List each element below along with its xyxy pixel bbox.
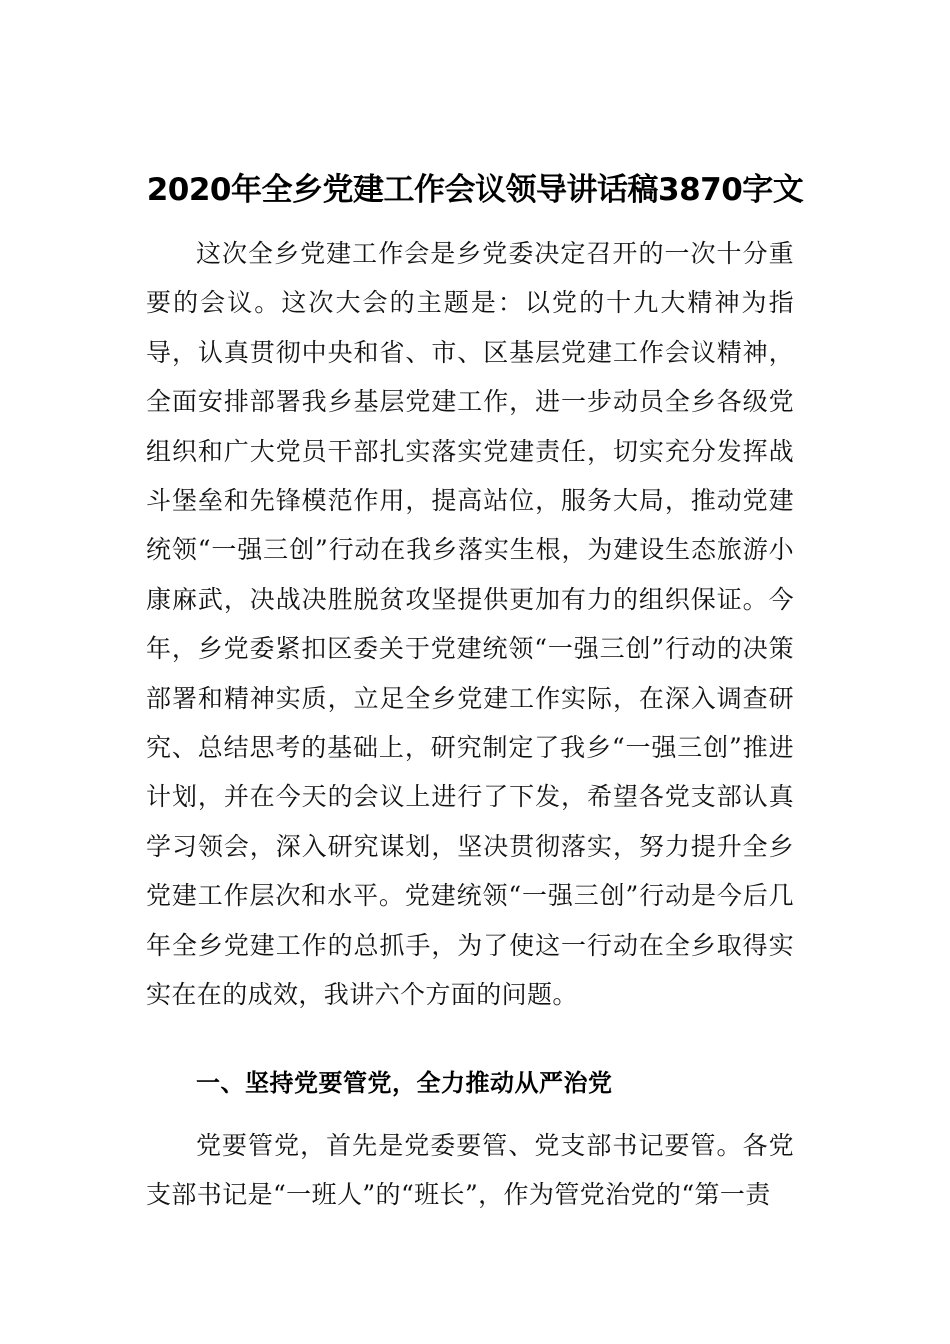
document-title: 2020年全乡党建工作会议领导讲话稿3870字文 (146, 172, 804, 208)
section-heading: 一、坚持党要管党，全力推动从严治党 (196, 1069, 613, 1097)
section-paragraph: 党要管党，首先是党委要管、党支部书记要管。各党支部书记是“一班人”的“班长”，作为管党治党的“第一责 (146, 1131, 794, 1210)
intro-paragraph: 这次全乡党建工作会是乡党委决定召开的一次十分重要的会议。这次大会的主题是：以党的十九大精神为指导，认真贯彻中央和省、市、区基层党建工作会议精神，全面安排部署我乡基层党建工作，进一步动员全乡各级党组织和广大党员干部扎实落实党建责任，切实充分发挥战斗堡垒和先锋模范作用，提高站位，服务大局，推动党建统领“一强三创”行动在我乡落实生根，为建设生态旅游小康麻武，决战决胜脱贫攻坚提供更加有力的组织保证。今年，乡党委紧扣区委关于党建统领“一强三创”行动的决策部署和精神实质，立足全乡党建工作实际，在深入调查研究、总结思考的基础上，研究制定了我乡“一强三创”推进计划，并在今天的会议上进行了下发，希望各党支部认真学习领会，深入研究谋划，坚决贯彻落实，努力提升全乡党建工作层次和水平。党建统领“一强三创”行动是今后几年全乡党建工作的总抓手，为了使这一行动在全乡取得实实在在的成效，我讲六个方面的问题。 (146, 239, 794, 1010)
